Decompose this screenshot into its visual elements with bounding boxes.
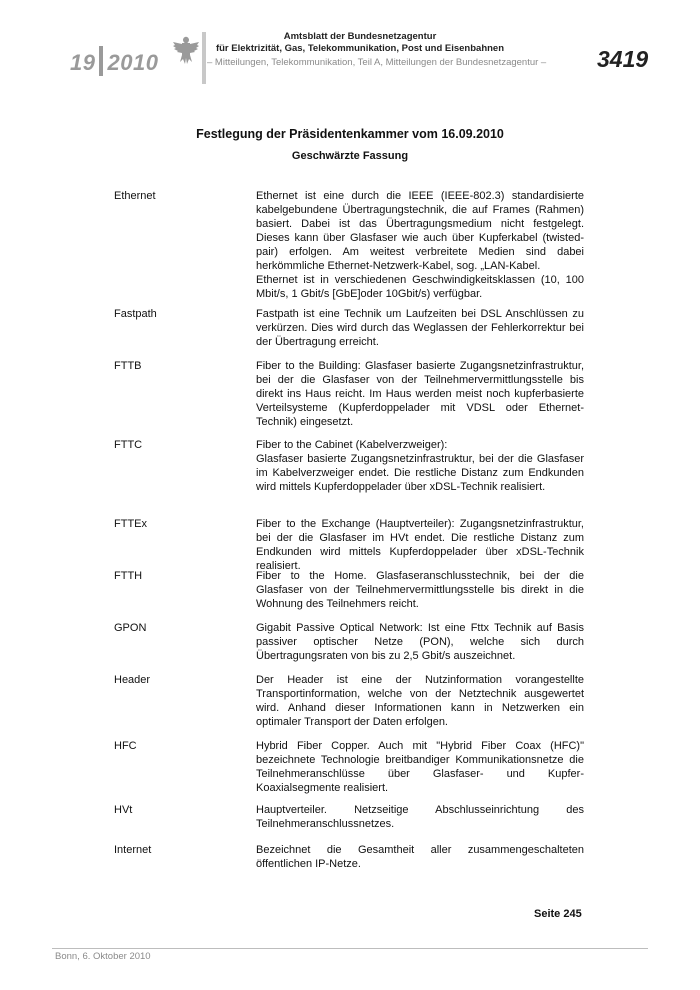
issue-no: 19 [70, 50, 96, 75]
gazette-title [210, 31, 510, 55]
glossary-definition: Bezeichnet die Gesamtheit aller zusammengeschalteten öffentlichen IP-Netze. [256, 844, 584, 870]
glossary-term: Fastpath [114, 308, 157, 320]
document-title: Festlegung der Präsidentenkammer vom 16.09.2010 [196, 127, 504, 141]
document-subtitle: Geschwärzte Fassung [291, 150, 409, 162]
footer-divider [52, 948, 648, 949]
gazette-title-line2: für Elektrizität, Gas, Telekommunikation, Post und Eisenbahnen [215, 43, 505, 54]
header-divider-line [202, 32, 206, 84]
glossary-term: FTTH [114, 570, 143, 582]
glossary-definition: Hauptverteiler. Netzseitige Abschlusseinrichtung des Teilnehmeranschlussnetzes. [256, 804, 584, 830]
glossary-definition: Fiber to the Cabinet (Kabelverzweiger): Glasfaser basierte Zugangsnetzinfrastruktur, bei der die Glasfaser im Kabelverzweiger endet. Die restliche Distanz zum Endkunden wird mittels Kupferdoppelader über xDSL-Technik realisiert. [256, 439, 584, 493]
gazette-title-line1: Amtsblatt der Bundesnetzagentur [283, 31, 437, 42]
issue-divider [99, 46, 103, 76]
glossary-term: FTTC [114, 439, 143, 451]
glossary-definition: Fiber to the Exchange (Hauptverteiler): Zugangsnetzinfrastruktur, bei der die Glasfaser im HVt endet. Die restliche Distanz zum Endkunden wird mittels Kupferdoppelader über xDSL-Technik realisiert. [256, 518, 584, 572]
glossary-definition: Gigabit Passive Optical Network: Ist eine Fttx Technik auf Basis passiver optischer Netze (PON), welche sich durch Übertragungsraten von bis zu 2,5 Gbit/s auszeichnet. [256, 622, 584, 662]
gazette-page-number: 3419 [597, 46, 649, 72]
glossary-definition: Fiber to the Building: Glasfaser basierte Zugangsnetzinfrastruktur, bei der die Glasfaser von der Teilnehmervermittlungsstelle bis direkt ins Haus reicht. Im Haus werden meist noch kupferbasierte Verteilsysteme (Kupferdoppelader mit VDSL oder Ethernet-Technik) eingesetzt. [256, 360, 584, 428]
issue-number [70, 46, 158, 76]
glossary-definition: Fastpath ist eine Technik um Laufzeiten bei DSL Anschlüssen zu verkürzen. Dies wird durch das Weglassen der Fehlerkorrektur bei der Übertragung erreicht. [256, 308, 584, 348]
glossary-term: Ethernet [114, 190, 156, 202]
glossary-term: Header [114, 674, 151, 686]
footer-page-label: Seite 245 [534, 908, 582, 920]
glossary-definition: Hybrid Fiber Copper. Auch mit "Hybrid Fiber Coax (HFC)" bezeichnete Technologie breitbandiger Kommunikationsnetze die Teilnehmeranschlüsse über Glasfaser- und Kupfer-Koaxialsegmente realisiert. [256, 740, 584, 794]
glossary-definition: Fiber to the Home. Glasfaseranschlusstechnik, bei der die Glasfaser von der Teilnehmervermittlungsstelle bis direkt in die Wohnung des Teilnehmers reicht. [256, 570, 584, 610]
glossary-term: FTTEx [114, 518, 147, 530]
glossary-term: HFC [114, 740, 137, 752]
glossary-term: HVt [114, 804, 133, 816]
footer-place-date: Bonn, 6. Oktober 2010 [55, 951, 151, 962]
glossary-definition: Ethernet ist eine durch die IEEE (IEEE-802.3) standardisierte kabelgebundene Übertragungstechnik, die auf Frames (Rahmen) basiert. Dabei ist das Übertragungsmedium nicht festgelegt. Dieses kann über Glasfaser wie auch über Kupferkabel (twisted-pair) erfolgen. Am weitest verbreitete Medien sind dabei herkömmliche Ethernet-Netzwerk-Kabel, sog. „LAN-Kabel. Ethernet ist in verschiedenen Geschwindigkeitsklassen (10, 100 Mbit/s, 1 Gbit/s [GbE]oder 10Gbit/s) verfügbar. [256, 190, 584, 300]
issue-year: 2010 [107, 50, 159, 75]
glossary-term: FTTB [114, 360, 142, 372]
glossary-term: GPON [114, 622, 147, 634]
glossary-term: Internet [114, 844, 152, 856]
federal-eagle-icon [172, 34, 200, 66]
gazette-subtitle: – Mitteilungen, Telekommunikation, Teil A, Mitteilungen der Bundesnetzagentur – [207, 57, 547, 68]
glossary-definition: Der Header ist eine der Nutzinformation vorangestellte Transportinformation, welche von der Netztechnik ausgewertet wird. Anhand dieser Informationen kann in Netzwerken ein optimaler Transport der Daten erfolgen. [256, 674, 584, 728]
